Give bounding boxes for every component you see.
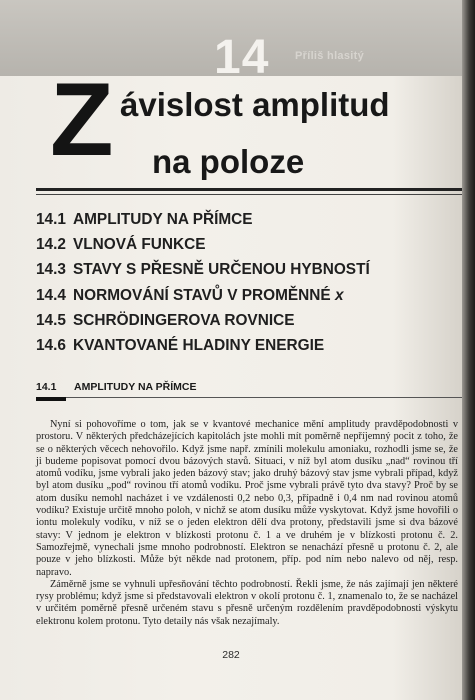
title-rule-thick xyxy=(36,188,462,191)
page-number: 282 xyxy=(222,649,240,661)
chapter-number: 14 xyxy=(214,31,270,76)
chapter-contents-list xyxy=(36,207,370,358)
contents-item-number: 14.1 xyxy=(36,211,66,228)
header-ghost-text: Příliš hlasitý xyxy=(295,50,365,62)
section-number-bar xyxy=(36,397,66,401)
contents-item xyxy=(36,257,370,282)
contents-item-label: VLNOVÁ FUNKCE xyxy=(73,236,206,254)
contents-item xyxy=(36,283,370,308)
contents-item-label: KVANTOVANÉ HLADINY ENERGIE xyxy=(73,337,325,355)
contents-item-label: NORMOVÁNÍ STAVŮ V PROMĚNNÉ xyxy=(73,286,335,304)
contents-item-number: 14.6 xyxy=(36,337,66,355)
contents-item xyxy=(36,333,370,358)
section-rule xyxy=(36,397,462,398)
title-rule-thin xyxy=(36,194,462,195)
book-spine-shadow xyxy=(462,0,475,700)
contents-item xyxy=(36,232,370,257)
title-initial-letter: Z xyxy=(50,62,114,178)
section-heading xyxy=(36,381,197,393)
contents-item-variable: x xyxy=(334,286,344,304)
section-title: AMPLITUDY NA PŘÍMCE xyxy=(74,381,197,393)
paragraph: Záměrně jsme se vyhnuli upřesňování těchto podrobností. Řekli jsme, že nás zajímají jen některé rysy problému; když jsme si představovali elektron v okolí protonu č. 1, znamenalo to, že se nacházel v určitém poměrně přesně určeném stavu s přesně určeným rozdělením pravděpodobnosti výskytu elektronu kolem protonu. Tyto detaily nás však nezajímaly. xyxy=(36,578,458,627)
contents-item-label: STAVY S PŘESNĚ URČENOU HYBNOSTÍ xyxy=(73,261,370,279)
contents-item-label: AMPLITUDY NA PŘÍMCE xyxy=(73,211,253,228)
contents-item-number: 14.2 xyxy=(36,236,66,254)
contents-item-number: 14.4 xyxy=(36,286,66,304)
section-number: 14.1 xyxy=(36,381,57,393)
contents-item-label: SCHRÖDINGEROVA ROVNICE xyxy=(73,311,295,329)
paragraph: Nyní si pohovoříme o tom, jak se v kvantové mechanice mění amplitudy pravděpodobnosti v prostoru. V některých předcházejících kapitolách jste mohli mít poměrně nepříjemný pocit z toho, že se o některých věcech nehovořilo. Když jsme např. zmínili molekulu amoniaku, rozhodli jsme se, že ji budeme popisovat pomocí dvou bázových stavů. Situaci, v níž byl atom dusíku „nad“ rovinou tří atomů vodíku, jsme vybrali jako jeden bázový stav; jako druhý bázový stav jsme vybrali případ, když byl atom dusíku „pod“ rovinou tří atomů vodíku. Proč jsme vybrali právě tyto dva stavy? Proč by se atom dusíku nemohl nacházet i ve vzdálenosti 0,2 nebo 0,3, případně i 0,4 nm nad rovinou atomů vodíku? Existuje určitě mnoho poloh, v nichž se atom dusíku může vyskytovat. Když jsme hovořili o iontu molekuly vodíku, v níž se o jeden elektron dělí dva protony, představili jsme si dva bázové stavy: V jednom je elektron v blízkosti protonu č. 1 a ve druhém je v blízkosti protonu č. 2. Samozřejmě, vynechali jsme mnoho podrobností. Elektron se nenachází přesně u protonu č. 2, ale pouze v jeho blízkosti. Může být někde nad protonem, příp. pod ním nebo nalevo od něj, resp. napravo. xyxy=(36,419,458,578)
contents-item-number: 14.5 xyxy=(36,311,66,329)
contents-item xyxy=(36,308,370,333)
body-text xyxy=(36,419,458,628)
contents-item xyxy=(36,207,370,232)
chapter-title-line1: ávislost amplitud xyxy=(120,86,390,123)
contents-item-number: 14.3 xyxy=(36,261,66,279)
chapter-title-line2: na poloze xyxy=(152,143,305,180)
